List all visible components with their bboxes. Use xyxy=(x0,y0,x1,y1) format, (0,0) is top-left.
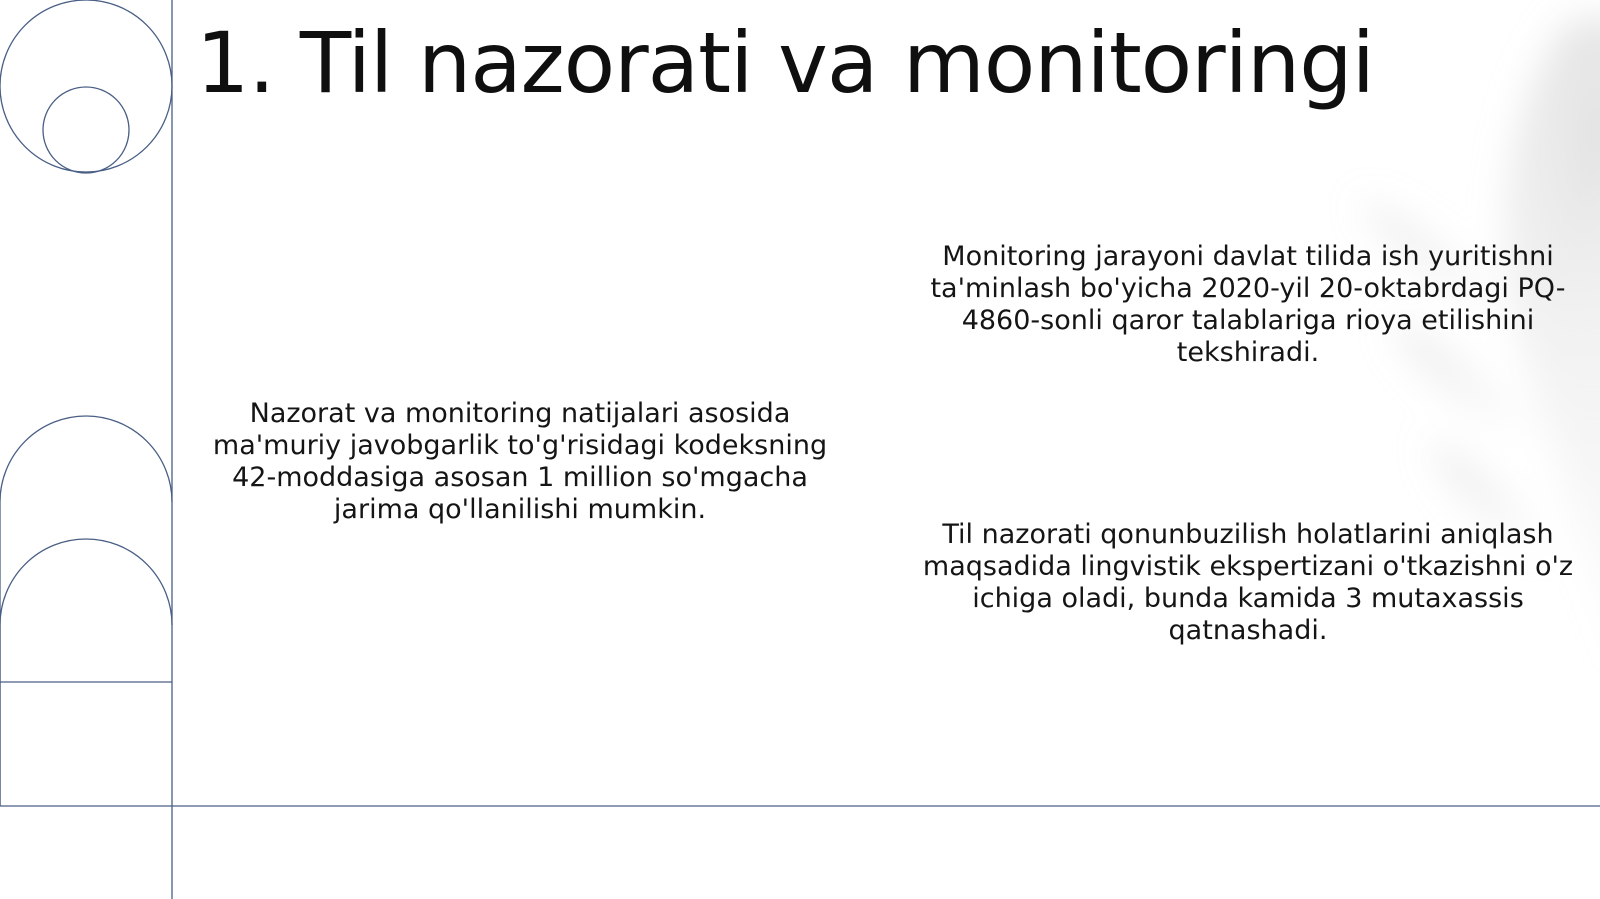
slide-title: 1. Til nazorati va monitoringi xyxy=(196,14,1374,112)
lower-arch-shape xyxy=(0,539,172,625)
left-paragraph: Nazorat va monitoring natijalari asosida ma'muriy javobgarlik to'g'risidagi kodeksning 42-moddasiga asosan 1 million so'mgacha jarima qo'llanilishi mumkin. xyxy=(212,398,828,525)
right-top-paragraph: Monitoring jarayoni davlat tilida ish yuritishni ta'minlash bo'yicha 2020-yil 20-oktabrdagi PQ-4860-sonli qaror talablariga rioya etilishini tekshiradi. xyxy=(930,241,1566,368)
large-circle-shape xyxy=(0,0,172,172)
upper-arch-shape xyxy=(0,416,172,502)
right-bottom-paragraph: Til nazorati qonunbuzilish holatlarini aniqlash maqsadida lingvistik ekspertizani o'tkazishni o'z ichiga oladi, bunda kamida 3 mutaxassis qatnashadi. xyxy=(922,519,1574,646)
small-circle-shape xyxy=(43,87,129,173)
